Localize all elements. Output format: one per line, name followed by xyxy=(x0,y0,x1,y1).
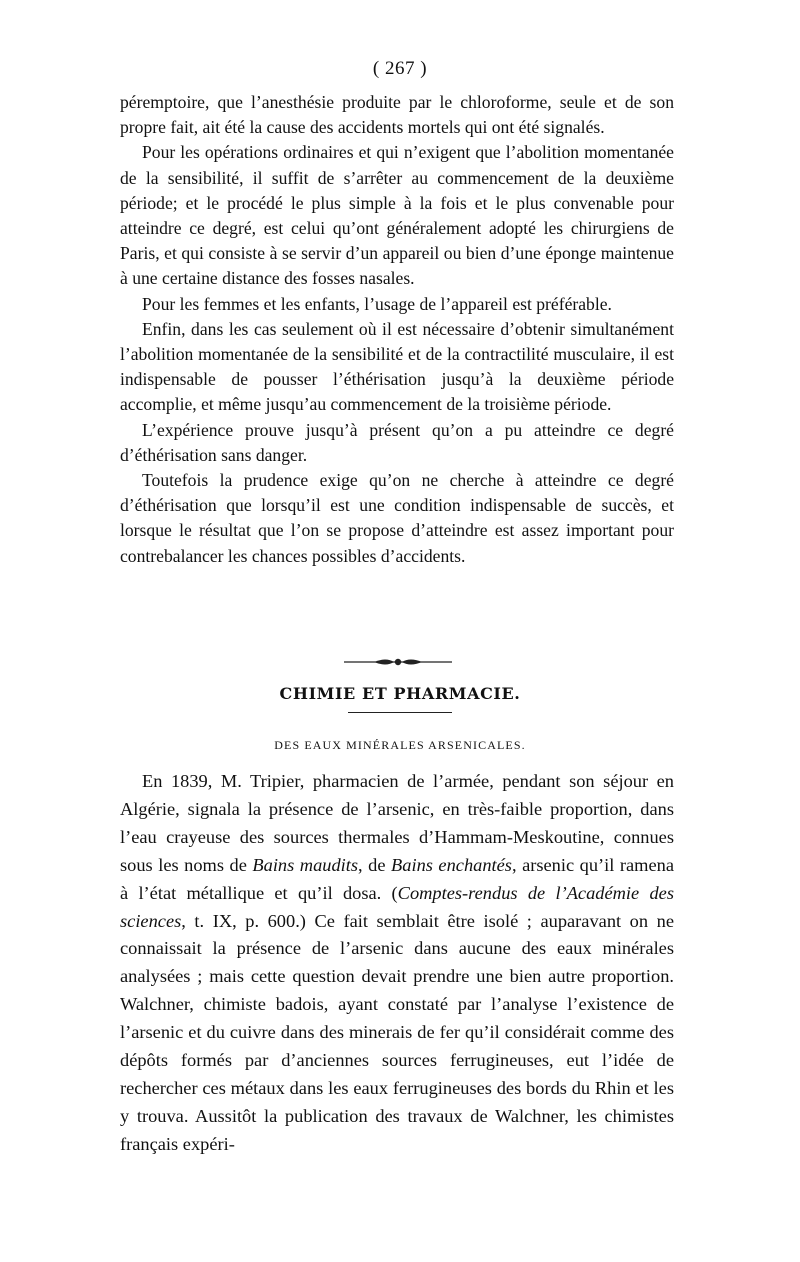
article-text-4: , t. IX, p. 600.) Ce fait semblait être isolé ; auparavant on ne connaissait la présence de l’arsenic dans aucune des eaux minérales analysées ; mais cette question devait prendre une bien autre proportion. Walchner, chimiste badois, ayant constaté par l’analyse l’existence de l’arsenic et du cuivre dans des minerais de fer qu’il considérait comme des dépôts formés par d’anciennes sources ferrugineuses, eut l’idée de rechercher ces métaux dans les eaux ferrugineuses des bords du Rhin et les y trouva. Aussitôt la publication des travaux de Walchner, les chimistes français expéri- xyxy=(120,910,674,1154)
italic-bains-maudits: Bains maudits xyxy=(252,854,359,875)
paragraph-operations: Pour les opérations ordinaires et qui n’exigent que l’abolition momentanée de la sensibilité, il suffit de s’arrêter au commencement de la deuxième période; et le procédé le plus simple à la fois et le plus convenable pour atteindre ce degré, est celui qu’ont généralement adopté les chirurgiens de Paris, et qui consiste à se servir d’un appareil ou bien d’une éponge maintenue à une certaine distance des fosses nasales. xyxy=(120,142,674,289)
paragraph-continued: péremptoire, que l’anesthésie produite par le chloroforme, seule et de son propre fait, ait été la cause des accidents mortels qui ont été signalés. xyxy=(120,92,674,138)
paragraph-experience: L’expérience prouve jusqu’à présent qu’on a pu atteindre ce degré d’éthérisation sans danger. xyxy=(120,419,674,465)
article-text-block xyxy=(120,768,674,1159)
italic-bains-enchantes: Bains enchantés xyxy=(391,854,512,875)
paragraph-women-children: Pour les femmes et les enfants, l’usage de l’appareil est préférable. xyxy=(142,293,612,314)
section-rule xyxy=(348,712,452,713)
article-text-1: En 1839, M. Tripier, pharmacien de l’armée, pendant son séjour en Algérie, signala la présence de l’arsenic, en très-faible proportion, dans l’eau crayeuse des sources thermales d’Hammam-Meskoutine, connues sous les noms de xyxy=(120,771,674,875)
article-text-2: , de xyxy=(358,854,392,875)
article-text-3: , arsenic qu’il ramena à l’état métallique et qu’il dosa. ( xyxy=(120,854,675,903)
subsection-title: DES EAUX MINÉRALES ARSENICALES. xyxy=(274,738,526,752)
article-paragraph xyxy=(120,768,674,1159)
upper-text-block xyxy=(120,90,674,569)
page-number: ( 267 ) xyxy=(372,58,428,79)
ornament-divider xyxy=(344,654,452,670)
section-title: CHIMIE ET PHARMACIE. xyxy=(279,684,521,703)
paragraph-enfin: Enfin, dans les cas seulement où il est nécessaire d’obtenir simultanément l’abolition momentanée de la sensibilité et de la contractilité musculaire, il est indispensable de pousser l’éthérisation jusqu’à la deuxième période accomplie, et même jusqu’au commencement de la troisième période. xyxy=(120,318,674,415)
italic-comptes-rendus: Comptes-rendus de l’Académie des sciences xyxy=(120,882,674,931)
paragraph-toutefois: Toutefois la prudence exige qu’on ne cherche à atteindre ce degré d’éthérisation que lorsqu’il est une condition indispensable de succès, et lorsque le résultat que l’on se propose d’atteindre est assez important pour contrebalancer les chances possibles d’accidents. xyxy=(120,470,674,566)
